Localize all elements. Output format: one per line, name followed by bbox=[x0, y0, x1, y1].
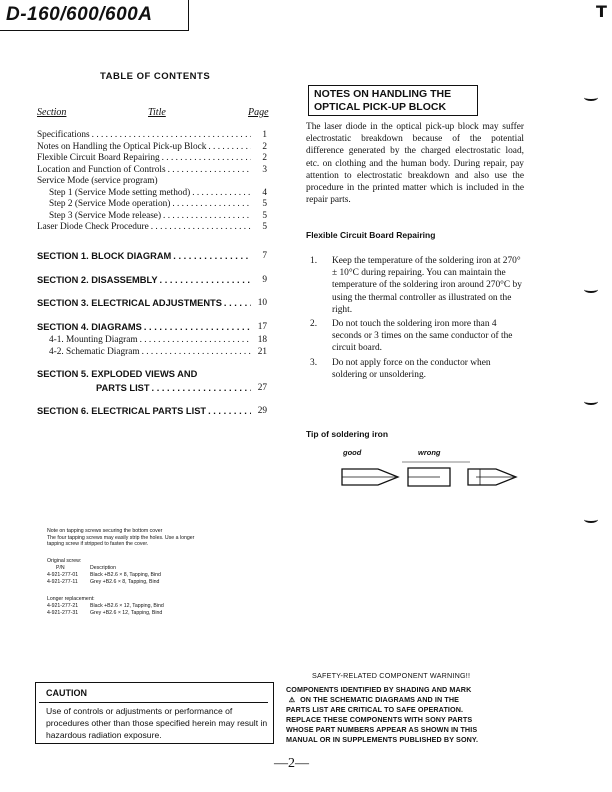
toc-entry[interactable]: Step 1 (Service Mode setting method) . . . 4 bbox=[37, 188, 267, 200]
binding-hole-mark bbox=[584, 398, 598, 405]
toc-subsection[interactable]: 4-1. Mounting Diagram . . . 18 bbox=[49, 334, 267, 346]
toc-col-section: Section bbox=[37, 107, 67, 118]
screw-longer-row: 4-921-277-21 bbox=[47, 603, 79, 609]
toc-section-4[interactable]: SECTION 4. DIAGRAMS . . . 17 bbox=[37, 322, 267, 332]
flex-item: 2. Do not touch the soldering iron more than 4 seconds or 3 times on the same conductor of the circuit board. bbox=[310, 319, 513, 354]
screw-longer-row: 4-921-277-31 bbox=[47, 610, 79, 616]
notes-body: The laser diode in the optical pick-up block may suffer electrostatic breakdown because of the potential difference generated by the charged electrostatic load, etc. on clothing and the human body. During repair, pay attention to electrostatic breakdown and also use the procedure in the printed matter which is included in the repair parts. bbox=[306, 122, 524, 206]
tip-title: Tip of soldering iron bbox=[306, 429, 389, 439]
screw-original-desc: Black +B2.6 × 8, Tapping, Bind bbox=[90, 572, 161, 578]
toc-section-1[interactable]: SECTION 1. BLOCK DIAGRAM . . . 7 bbox=[37, 251, 267, 261]
toc-entry[interactable]: Flexible Circuit Board Repairing . . . 2 bbox=[37, 153, 267, 165]
toc-entry[interactable]: Notes on Handling the Optical Pick-up Block . . . 2 bbox=[37, 142, 267, 154]
caution-divider bbox=[39, 702, 268, 703]
toc-col-page: Page bbox=[248, 107, 269, 118]
toc-col-title: Title bbox=[148, 107, 166, 118]
screw-note: Note on tapping screws securing the bottom cover The four tapping screws may easily strip the holes. Use a longer tapping screw if stripped to fasten the cover. bbox=[47, 528, 195, 547]
tip-wrong-label: wrong bbox=[418, 448, 441, 457]
toc-section-5-line1[interactable]: SECTION 5. EXPLODED VIEWS AND bbox=[37, 369, 198, 379]
wrong-tip-sharp-icon bbox=[468, 469, 516, 485]
screw-longer-label: Longer replacement: bbox=[47, 596, 95, 602]
corner-mark-icon: T bbox=[596, 2, 607, 21]
model-title: D-160/600/600A bbox=[6, 4, 153, 25]
binding-hole-mark bbox=[584, 516, 598, 523]
screw-original-row: 4-921-277-01 bbox=[47, 572, 79, 578]
toc-section-2[interactable]: SECTION 2. DISASSEMBLY . . . 9 bbox=[37, 275, 267, 285]
toc-title: TABLE OF CONTENTS bbox=[100, 71, 211, 82]
screw-original-desc: Grey +B2.6 × 8, Tapping, Bind bbox=[90, 579, 160, 585]
warning-triangle-icon: ⚠ bbox=[288, 695, 296, 704]
screw-pn-label: P/N bbox=[56, 565, 65, 571]
toc-entry[interactable]: Step 3 (Service Mode release) . . . 5 bbox=[37, 211, 267, 223]
model-header bbox=[0, 0, 189, 31]
toc-entry[interactable]: Location and Function of Controls . . . 3 bbox=[37, 165, 267, 177]
toc-entries bbox=[37, 130, 267, 234]
toc-entry[interactable]: Specifications . . . 1 bbox=[37, 130, 267, 142]
screw-original-label: Original screw: bbox=[47, 558, 82, 564]
soldering-tip-illustration bbox=[340, 456, 520, 496]
screw-longer-desc: Black +B2.6 × 12, Tapping, Bind bbox=[90, 603, 164, 609]
toc-subsections bbox=[37, 334, 267, 358]
screw-longer-desc: Grey +B2.6 × 12, Tapping, Bind bbox=[90, 610, 163, 616]
toc-entry[interactable]: Laser Diode Check Procedure . . . 5 bbox=[37, 222, 267, 234]
toc-section-5[interactable]: PARTS LIST . . . 27 bbox=[96, 383, 267, 393]
toc-section-6[interactable]: SECTION 6. ELECTRICAL PARTS LIST . . . 29 bbox=[37, 406, 267, 416]
binding-hole-mark bbox=[584, 286, 598, 293]
toc-section-3[interactable]: SECTION 3. ELECTRICAL ADJUSTMENTS . . . 10 bbox=[37, 298, 267, 308]
flex-item: 3. Do not apply force on the conductor when soldering or unsoldering. bbox=[310, 358, 491, 381]
flex-title: Flexible Circuit Board Repairing bbox=[306, 230, 436, 240]
safety-title: SAFETY-RELATED COMPONENT WARNING!! bbox=[312, 671, 471, 680]
caution-title: CAUTION bbox=[46, 688, 87, 698]
good-tip-icon bbox=[342, 469, 398, 485]
safety-warning: COMPONENTS IDENTIFIED BY SHADING AND MARK ⚠ ON THE SCHEMATIC DIAGRAMS AND IN THE PARTS LIST ARE CRITICAL TO SAFE OPERATION. REPLACE THESE COMPONENTS WITH SONY PARTS WHOSE PART NUMBERS APPEAR AS SHOWN IN THIS MANUAL OR IN SUPPLEMENTS PUBLISHED BY SONY. bbox=[286, 685, 479, 744]
caution-text: Use of controls or adjustments or performance of procedures other than those specified herein may result in hazardous radiation exposure. bbox=[46, 706, 268, 740]
toc-entry[interactable]: Step 2 (Service Mode operation) . . . 5 bbox=[37, 199, 267, 211]
page-number: —2— bbox=[274, 756, 309, 771]
notes-title-line2: OPTICAL PICK-UP BLOCK bbox=[314, 100, 447, 113]
screw-desc-label: Description bbox=[90, 565, 116, 571]
notes-title-box bbox=[308, 85, 478, 116]
wrong-tip-blunt-icon bbox=[408, 468, 450, 486]
flex-item: 1. Keep the temperature of the soldering iron at 270° ± 10°C during repairing. You can maintain the temperature of the soldering iron around 270°C by using the thermal controller as illustrated on the right. bbox=[310, 256, 522, 315]
toc-entry[interactable]: Service Mode (service program) bbox=[37, 176, 158, 186]
tip-good-label: good bbox=[343, 448, 362, 457]
toc-subsection[interactable]: 4-2. Schematic Diagram . . . 21 bbox=[49, 346, 267, 358]
binding-hole-mark bbox=[584, 94, 598, 101]
screw-original-row: 4-921-277-11 bbox=[47, 579, 78, 585]
notes-title-line1: NOTES ON HANDLING THE bbox=[314, 88, 452, 100]
